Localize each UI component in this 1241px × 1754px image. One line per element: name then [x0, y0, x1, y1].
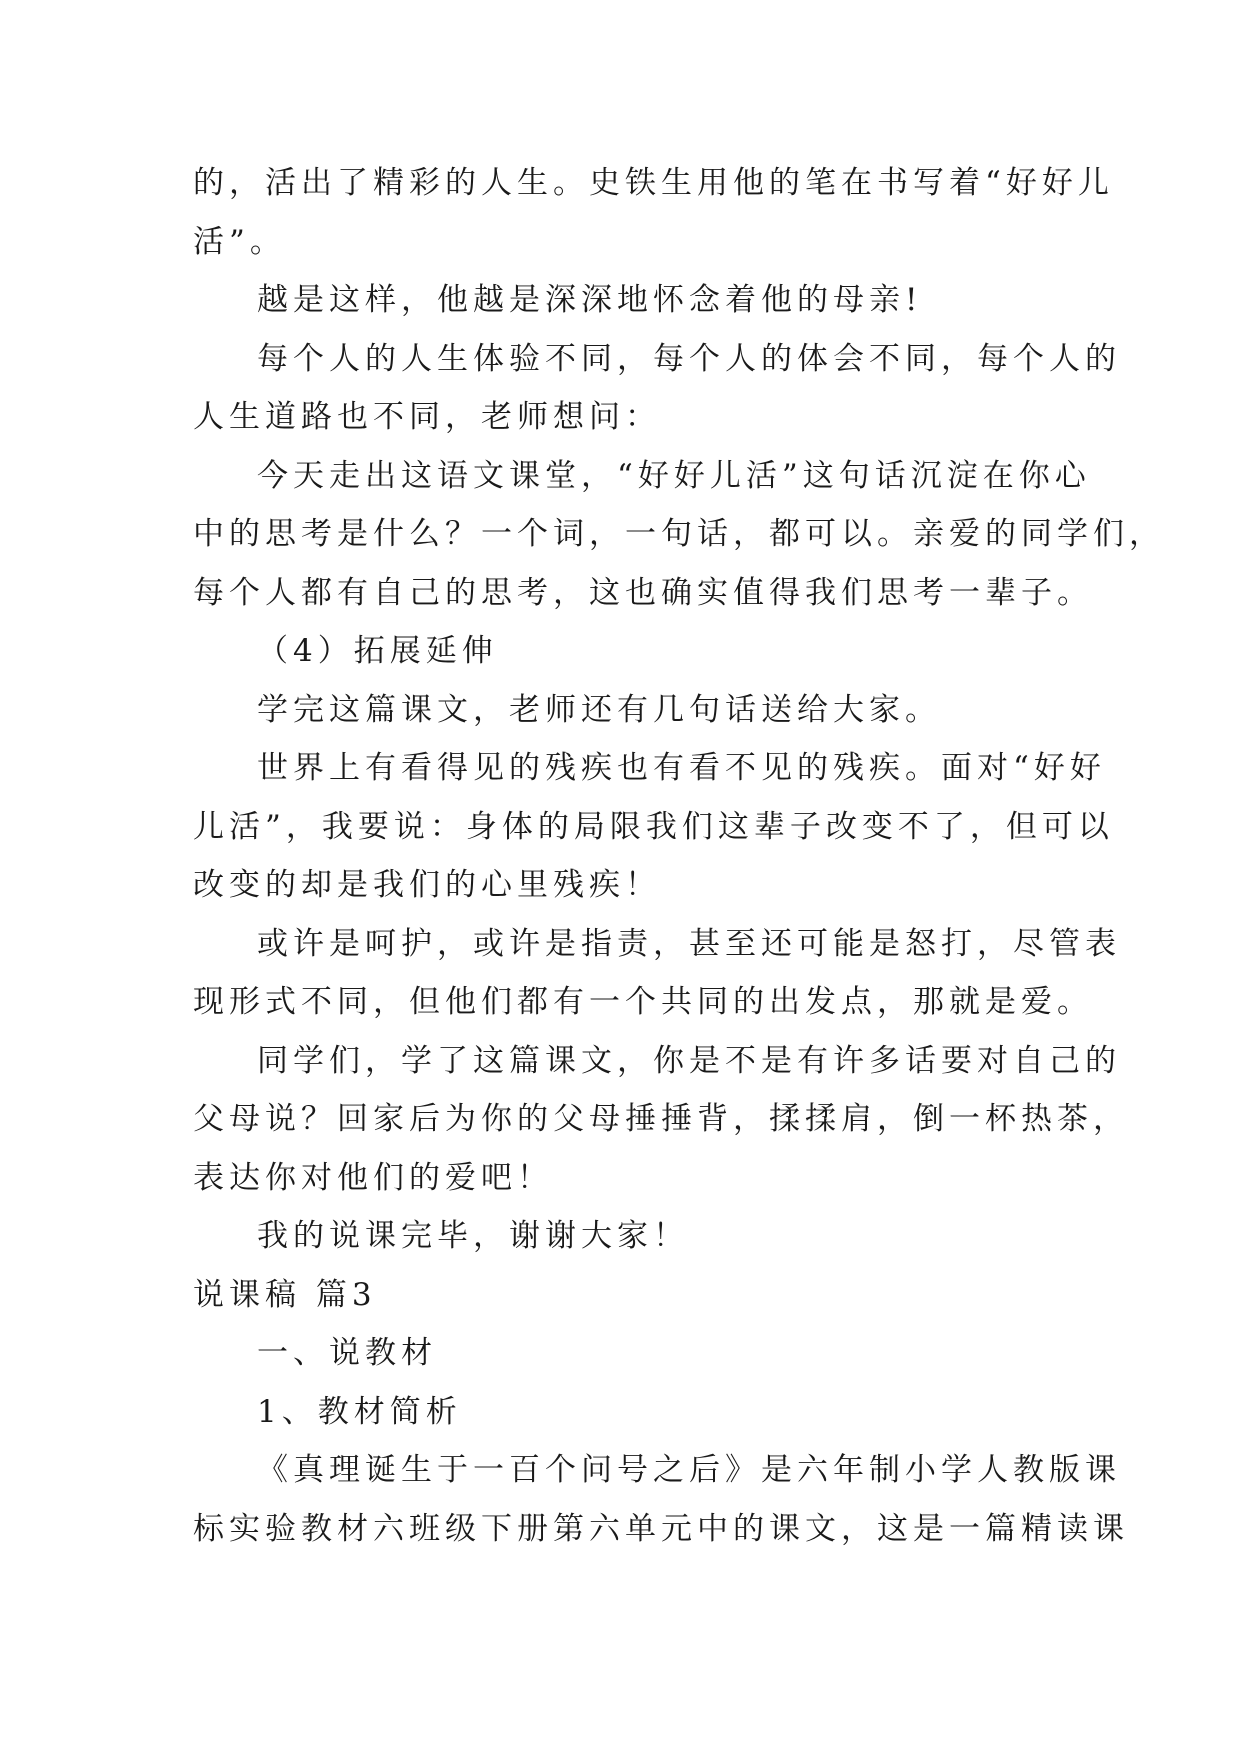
section-heading: 一、说教材: [257, 1335, 437, 1371]
paragraph-first-line: 世界上有看得见的残疾也有看不见的残疾。面对“好好: [257, 750, 1106, 786]
text-line: 的，活出了精彩的人生。史铁生用他的笔在书写着“好好儿: [193, 165, 1114, 201]
section-heading: （4）拓展延伸: [257, 633, 498, 669]
text-line: 表达你对他们的爱吧！: [193, 1160, 553, 1196]
text-line: 每个人都有自己的思考，这也确实值得我们思考一辈子。: [193, 575, 1093, 611]
paragraph-first-line: 学完这篇课文，老师还有几句话送给大家。: [257, 692, 941, 728]
text-line: 儿活”，我要说：身体的局限我们这辈子改变不了，但可以: [193, 809, 1114, 845]
paragraph-first-line: 越是这样，他越是深深地怀念着他的母亲!: [257, 282, 923, 318]
paragraph-first-line: 同学们，学了这篇课文，你是不是有许多话要对自己的: [257, 1043, 1121, 1079]
section-heading: 1、教材简析: [257, 1394, 462, 1430]
paragraph-first-line: 我的说课完毕，谢谢大家！: [257, 1218, 689, 1254]
paragraph-first-line: 《真理诞生于一百个问号之后》是六年制小学人教版课: [257, 1452, 1121, 1488]
text-line: 改变的却是我们的心里残疾！: [193, 867, 661, 903]
paragraph-first-line: 每个人的人生体验不同，每个人的体会不同，每个人的: [257, 341, 1121, 377]
article-title: 说课稿 篇3: [193, 1277, 377, 1313]
paragraph-first-line: 或许是呵护，或许是指责，甚至还可能是怒打，尽管表: [257, 926, 1121, 962]
text-line: 现形式不同，但他们都有一个共同的出发点，那就是爱。: [193, 984, 1093, 1020]
text-line: 活”。: [193, 224, 286, 260]
text-line: 人生道路也不同，老师想问：: [193, 399, 661, 435]
text-line: 中的思考是什么？一个词，一句话，都可以。亲爱的同学们，: [193, 516, 1165, 552]
paragraph-first-line: 今天走出这语文课堂，“好好儿活”这句话沉淀在你心: [257, 458, 1091, 494]
text-line: 父母说？回家后为你的父母捶捶背，揉揉肩，倒一杯热茶，: [193, 1101, 1129, 1137]
text-line: 标实验教材六班级下册第六单元中的课文，这是一篇精读课: [193, 1511, 1129, 1547]
